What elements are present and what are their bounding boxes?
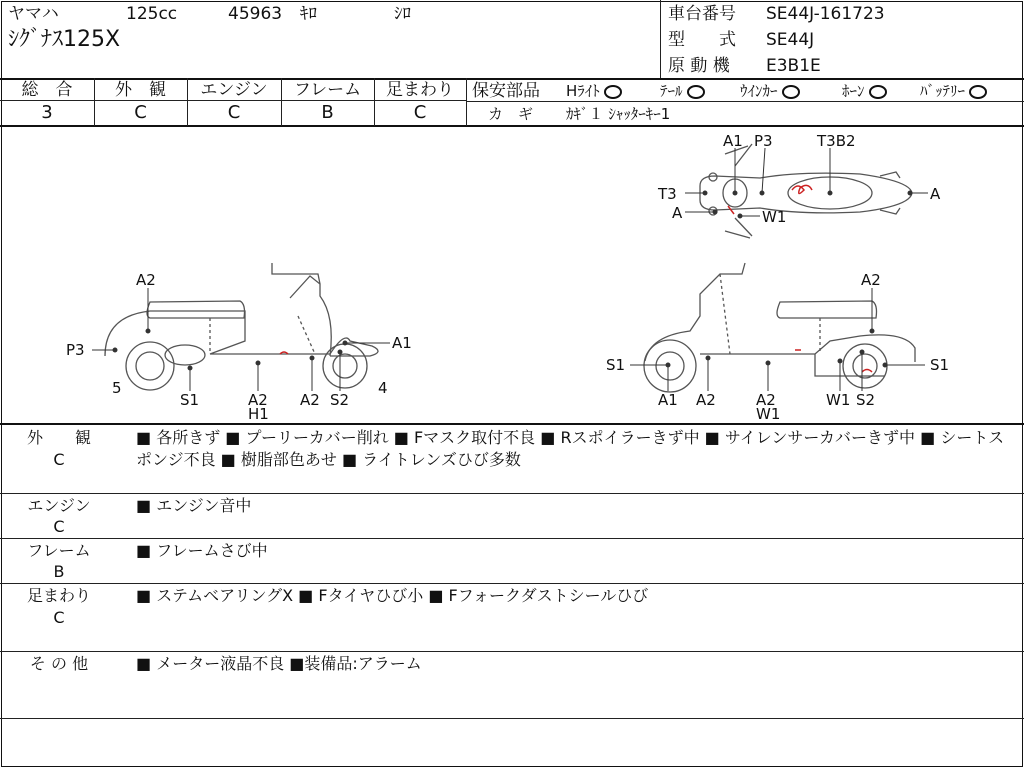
remark-text-exterior: ■ 各所きず ■ プーリーカバー削れ ■ Fマスク取付不良 ■ Rスポイラーきず中 ■ サイレンサーカバーきず中 ■ シートスポンジ不良 ■ 樹脂部色あせ ■ ライトレンズひび多数 [136,428,1005,469]
safety-item [842,81,887,101]
suspension-grade-label: 足まわり [386,80,454,100]
engine-label: 原 動 機 [668,56,730,76]
engine-grade-label: エンジン [200,80,268,100]
mileage-unit: ｷﾛ [300,4,317,24]
engine-code: E3B1E [766,56,821,76]
divider [0,718,1024,719]
frame-no-label: 車台番号 [668,4,736,24]
overall-value: 3 [41,102,53,123]
diagram-label: S2 [330,391,350,409]
mileage: 45963 [228,4,283,24]
remark-label-other: そ の 他 [29,654,89,673]
remark-grade-suspension: C [53,608,65,627]
overall-label: 総 合 [21,80,73,100]
divider [466,78,467,126]
safety-item-name: ﾎｰﾝ [842,82,865,100]
diagram-label: H1 [248,405,269,423]
diagram-label: T3B2 [817,132,856,150]
diagram-label: 4 [378,379,388,397]
remark-text-other: ■ メーター液晶不良 ■装備品:アラーム [136,654,422,673]
suspension-grade-value: C [413,102,427,123]
divider [466,101,1024,102]
divider [0,100,466,101]
diagram-label: S1 [930,356,950,374]
remark-grade-engine: C [53,517,65,536]
ok-circle-icon [782,85,800,99]
diagram-label: A2 [696,391,716,409]
diagram-label: P3 [66,341,85,359]
diagram-label: T3 [658,185,677,203]
ok-circle-icon [969,85,987,99]
key-label: カ ギ [488,105,534,123]
diagram-label: A1 [723,132,743,150]
model-code-label: 型 式 [668,30,736,50]
diagram-label: 5 [112,379,122,397]
divider [0,583,1024,584]
diagram-label: A2 [136,271,156,289]
diagram-label: A2 [861,271,881,289]
remark-grade-exterior: C [53,450,65,469]
diagram-label: P3 [754,132,773,150]
safety-item-name: Hﾗｲﾄ [566,82,600,100]
diagram-label: W1 [756,405,781,423]
diagram-label: S1 [606,356,626,374]
engine-grade-value: C [227,102,241,123]
exterior-value: C [134,102,147,123]
diagram-label: W1 [762,208,787,226]
safety-item [740,81,800,101]
remark-label-exterior: 外 観 [26,428,91,447]
diagram-label: S2 [856,391,876,409]
safety-item-name: ﾊﾞｯﾃﾘｰ [920,82,966,100]
diagram-label: A2 [756,391,776,409]
frame-no: SE44J-161723 [766,4,885,24]
safety-item [920,81,987,101]
header-divider [660,0,661,78]
diagram-label: A1 [392,334,412,352]
remark-text-engine: ■ エンジン音中 [136,496,252,515]
diagram-label: A [930,185,941,203]
remark-label-frame: フレーム [27,541,91,560]
diagram-label: A2 [248,391,268,409]
divider [0,423,1024,425]
color: ｼﾛ [394,4,411,24]
remark-text-suspension: ■ ステムベアリングX ■ Fタイヤひび小 ■ Fフォークダストシールひび [136,586,649,605]
maker: ヤマハ [8,4,59,24]
key-value: ｶｷﾞ１ ｼｬｯﾀｰｷｰ1 [566,105,671,123]
model-name: ｼｸﾞﾅｽ125X [8,27,121,52]
remark-grade-frame: B [53,562,65,581]
safety-item [566,81,622,101]
diagram-label: W1 [826,391,851,409]
remark-label-engine: エンジン [27,496,91,515]
model-code: SE44J [766,30,815,50]
diagram-label: S1 [180,391,200,409]
exterior-label: 外 観 [115,80,166,100]
safety-item-name: ﾃｰﾙ [660,82,683,100]
frame-grade-label: フレーム [293,80,362,100]
scooter-top-view [700,144,912,238]
remark-label-suspension: 足まわり [26,586,91,605]
diagram-label: A1 [658,391,678,409]
remark-text-frame: ■ フレームさび中 [136,541,268,560]
ok-circle-icon [604,85,622,99]
ok-circle-icon [869,85,887,99]
displacement: 125cc [126,4,178,24]
diagram-label: A2 [300,391,320,409]
ok-circle-icon [687,85,705,99]
divider [0,493,1024,494]
divider [0,651,1024,652]
diagram-label: A [672,204,683,222]
divider [0,538,1024,539]
safety-label: 保安部品 [472,81,540,101]
frame-grade-value: B [321,102,334,123]
safety-item [660,81,705,101]
safety-item-name: ｳｲﾝｶｰ [740,82,778,100]
